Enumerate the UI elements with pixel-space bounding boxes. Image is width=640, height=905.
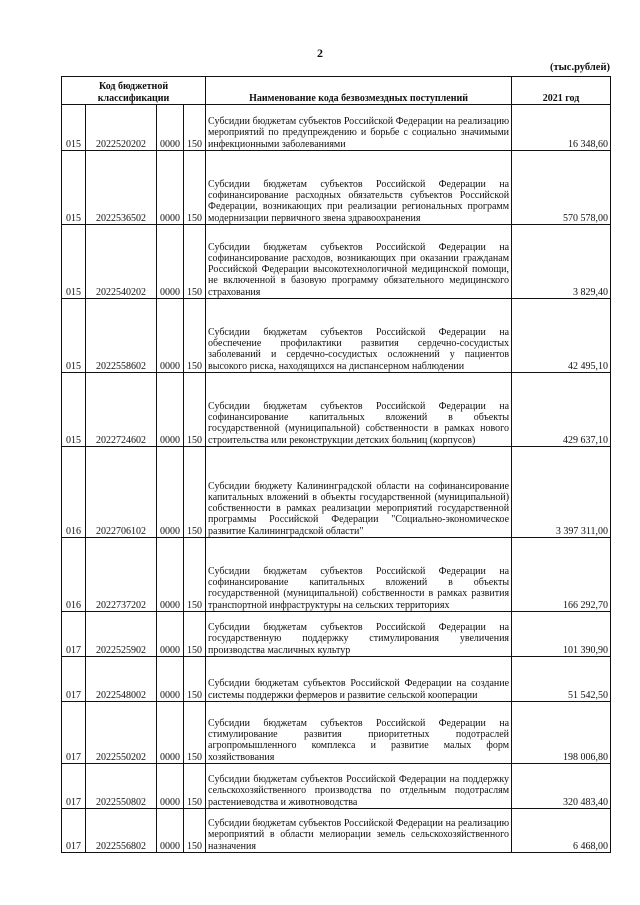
- table-row: [62, 373, 611, 447]
- revenue-code-cell: 2022706102: [86, 447, 157, 538]
- kind-code-cell: 150: [184, 538, 206, 612]
- revenue-code-cell: 2022536502: [86, 151, 157, 225]
- program-code-cell: 0000: [157, 764, 184, 809]
- revenue-code-cell: 2022525902: [86, 612, 157, 657]
- revenue-name-cell: Субсидии бюджетам субъектов Российской Федерации на государственную поддержку стимулирования увеличения производства масличных культур: [206, 612, 512, 657]
- admin-code-cell: 016: [62, 447, 86, 538]
- admin-code-cell: 017: [62, 764, 86, 809]
- program-code-cell: 0000: [157, 373, 184, 447]
- budget-table: [61, 76, 611, 853]
- program-code-cell: 0000: [157, 538, 184, 612]
- program-code-cell: 0000: [157, 657, 184, 702]
- kind-code-cell: 150: [184, 105, 206, 151]
- admin-code-cell: 017: [62, 657, 86, 702]
- revenue-code-cell: 2022540202: [86, 225, 157, 299]
- program-code-cell: 0000: [157, 612, 184, 657]
- header-name: Наименование кода безвозмездных поступлений: [206, 77, 512, 105]
- revenue-code-cell: 2022724602: [86, 373, 157, 447]
- table-row: [62, 105, 611, 151]
- table-row: [62, 538, 611, 612]
- program-code-cell: 0000: [157, 809, 184, 853]
- table-row: [62, 225, 611, 299]
- kind-code-cell: 150: [184, 373, 206, 447]
- amount-cell: 3 829,40: [512, 225, 611, 299]
- program-code-cell: 0000: [157, 702, 184, 764]
- table-row: [62, 299, 611, 373]
- kind-code-cell: 150: [184, 225, 206, 299]
- revenue-code-cell: 2022737202: [86, 538, 157, 612]
- revenue-code-cell: 2022550202: [86, 702, 157, 764]
- admin-code-cell: 017: [62, 702, 86, 764]
- table-row: [62, 447, 611, 538]
- admin-code-cell: 015: [62, 299, 86, 373]
- table-row: [62, 612, 611, 657]
- admin-code-cell: 015: [62, 225, 86, 299]
- revenue-code-cell: 2022550802: [86, 764, 157, 809]
- admin-code-cell: 017: [62, 612, 86, 657]
- program-code-cell: 0000: [157, 447, 184, 538]
- kind-code-cell: 150: [184, 447, 206, 538]
- amount-cell: 51 542,50: [512, 657, 611, 702]
- amount-cell: 320 483,40: [512, 764, 611, 809]
- admin-code-cell: 017: [62, 809, 86, 853]
- kind-code-cell: 150: [184, 702, 206, 764]
- revenue-name-cell: Субсидии бюджетам субъектов Российской Федерации на стимулирование развития приоритетных подотраслей агропромышленного комплекса и развитие малых форм хозяйствования: [206, 702, 512, 764]
- amount-cell: 6 468,00: [512, 809, 611, 853]
- revenue-code-cell: 2022548002: [86, 657, 157, 702]
- program-code-cell: 0000: [157, 225, 184, 299]
- table-row: [62, 151, 611, 225]
- table-row: [62, 809, 611, 853]
- revenue-name-cell: Субсидии бюджетам субъектов Российской Федерации на софинансирование расходных обязательств субъектов Российской Федерации, возникающих при реализации региональных программ модернизации первичного звена здравоохранения: [206, 151, 512, 225]
- revenue-code-cell: 2022520202: [86, 105, 157, 151]
- kind-code-cell: 150: [184, 151, 206, 225]
- program-code-cell: 0000: [157, 299, 184, 373]
- revenue-name-cell: Субсидии бюджетам субъектов Российской Федерации на реализацию мероприятий по предупреждению и борьбе с социально значимыми инфекционными заболеваниями: [206, 105, 512, 151]
- kind-code-cell: 150: [184, 299, 206, 373]
- amount-cell: 570 578,00: [512, 151, 611, 225]
- revenue-code-cell: 2022558602: [86, 299, 157, 373]
- amount-cell: 42 495,10: [512, 299, 611, 373]
- revenue-name-cell: Субсидии бюджетам субъектов Российской Федерации на софинансирование капитальных вложений в объекты государственной (муниципальной) собственности в рамках развития транспортной инфраструктуры на сельских территориях: [206, 538, 512, 612]
- revenue-name-cell: Субсидии бюджетам субъектов Российской Федерации на софинансирование расходов, возникающих при оказании гражданам Российской Федерации высокотехнологичной медицинской помощи, не включенной в базовую программу обязательного медицинского страхования: [206, 225, 512, 299]
- table-row: [62, 702, 611, 764]
- amount-cell: 198 006,80: [512, 702, 611, 764]
- revenue-code-cell: 2022556802: [86, 809, 157, 853]
- admin-code-cell: 015: [62, 373, 86, 447]
- revenue-name-cell: Субсидии бюджетам субъектов Российской Федерации на реализацию мероприятий в области мелиорации земель сельскохозяйственного назначения: [206, 809, 512, 853]
- table-header-row: [62, 77, 611, 105]
- revenue-name-cell: Субсидии бюджетам субъектов Российской Федерации на софинансирование капитальных вложений в объекты государственной (муниципальной) собственности в рамках нового строительства или реконструкции детских больниц (корпусов): [206, 373, 512, 447]
- revenue-name-cell: Субсидии бюджетам субъектов Российской Федерации на создание системы поддержки фермеров и развитие сельской кооперации: [206, 657, 512, 702]
- header-amount: 2021 год: [512, 77, 611, 105]
- program-code-cell: 0000: [157, 151, 184, 225]
- amount-cell: 429 637,10: [512, 373, 611, 447]
- kind-code-cell: 150: [184, 764, 206, 809]
- header-code: Код бюджетной классификации: [62, 77, 206, 105]
- kind-code-cell: 150: [184, 612, 206, 657]
- admin-code-cell: 016: [62, 538, 86, 612]
- units-label: (тыс.рублей): [549, 62, 610, 73]
- kind-code-cell: 150: [184, 657, 206, 702]
- table-row: [62, 764, 611, 809]
- amount-cell: 16 348,60: [512, 105, 611, 151]
- amount-cell: 101 390,90: [512, 612, 611, 657]
- admin-code-cell: 015: [62, 151, 86, 225]
- program-code-cell: 0000: [157, 105, 184, 151]
- revenue-name-cell: Субсидии бюджетам субъектов Российской Федерации на поддержку сельскохозяйственного производства по отдельным подотраслям растениеводства и животноводства: [206, 764, 512, 809]
- admin-code-cell: 015: [62, 105, 86, 151]
- revenue-name-cell: Субсидии бюджетам субъектов Российской Федерации на обеспечение профилактики развития сердечно-сосудистых заболеваний и сердечно-сосудистых осложнений у пациентов высокого риска, находящихся на диспансерном наблюдении: [206, 299, 512, 373]
- amount-cell: 166 292,70: [512, 538, 611, 612]
- revenue-name-cell: Субсидии бюджету Калининградской области на софинансирование капитальных вложений в объекты государственной (муниципальной) собственности в рамках реализации мероприятий государственной программы Российской Федерации "Социально-экономическое развитие Калининградской области": [206, 447, 512, 538]
- kind-code-cell: 150: [184, 809, 206, 853]
- table-row: [62, 657, 611, 702]
- amount-cell: 3 397 311,00: [512, 447, 611, 538]
- table-body: [62, 105, 611, 853]
- page-number: 2: [317, 46, 323, 60]
